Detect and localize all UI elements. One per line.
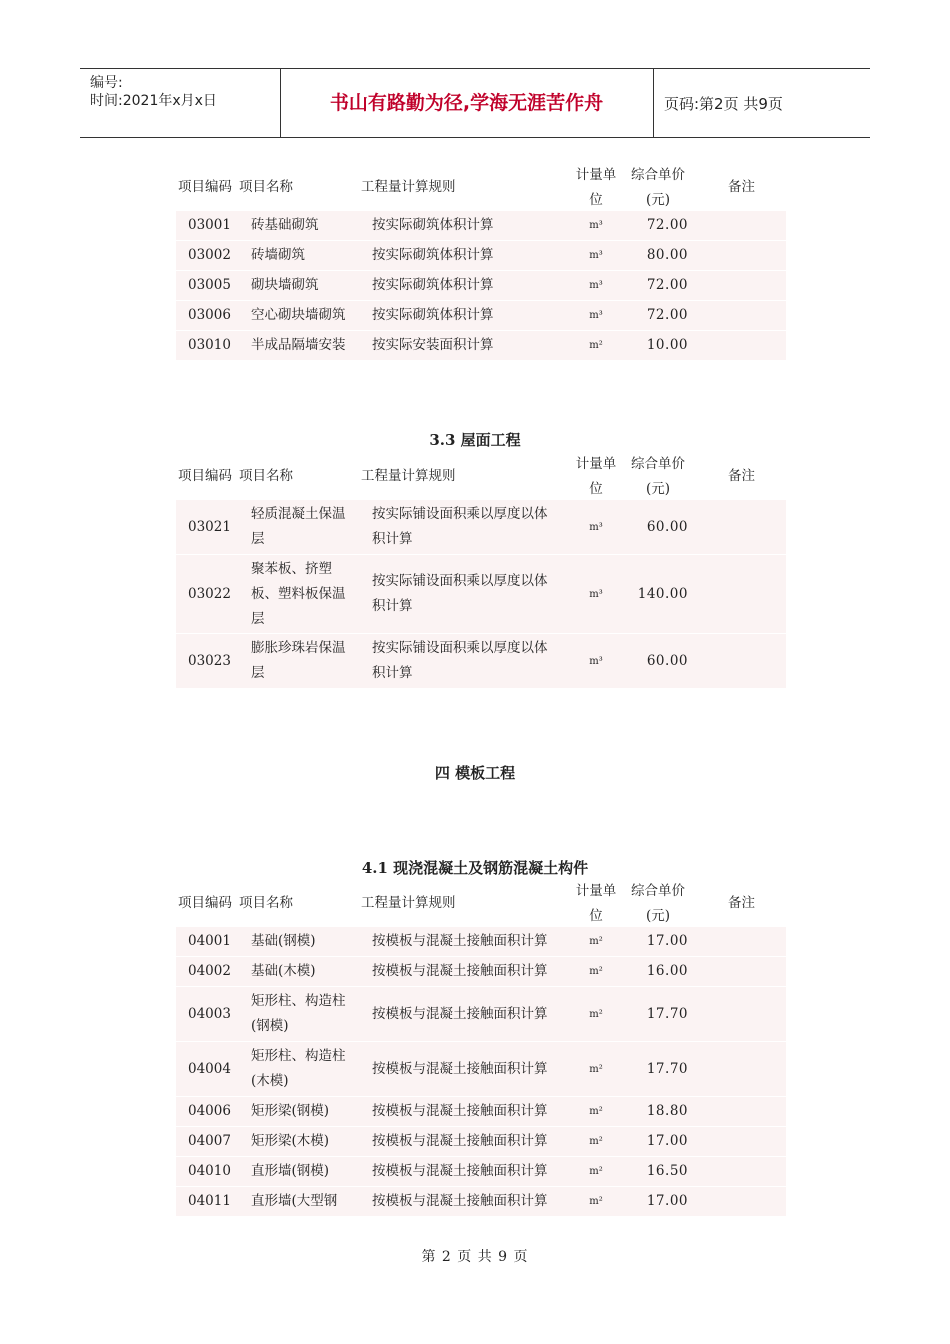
- col-remark: 备注: [728, 895, 755, 911]
- table-row: [176, 927, 786, 957]
- row-name: 直形墙(钢模): [251, 1163, 330, 1179]
- row-rule: 按模板与混凝土接触面积计算: [372, 1060, 548, 1077]
- motto: 书山有路勤为径,学海无涯苦作舟: [280, 69, 654, 137]
- table-row: [176, 301, 786, 331]
- row-name: 聚苯板、挤塑 板、塑料板保温 层: [251, 561, 346, 627]
- table-row: [176, 500, 786, 555]
- row-unit: m³: [589, 655, 603, 667]
- header-info: [80, 69, 281, 137]
- row-unit: m³: [589, 280, 603, 291]
- row-code: 03006: [188, 307, 231, 323]
- row-rule: 按实际铺设面积乘以厚度以体 积计算: [372, 573, 548, 614]
- row-unit: m²: [589, 1063, 603, 1075]
- row-name: 膨胀珍珠岩保温 层: [251, 640, 346, 681]
- table-row: [176, 987, 786, 1042]
- row-price: 17.70: [646, 1005, 688, 1022]
- row-code: 03001: [188, 217, 231, 233]
- row-rule: 按模板与混凝土接触面积计算: [372, 963, 548, 979]
- row-price: 60.00: [646, 518, 688, 535]
- row-code: 04001: [188, 933, 231, 949]
- row-code: 04011: [188, 1193, 231, 1209]
- col-price: 综合单价 (元): [631, 456, 685, 497]
- table-row: [176, 1187, 786, 1217]
- row-unit: m³: [589, 310, 603, 321]
- row-rule: 按实际铺设面积乘以厚度以体 积计算: [372, 506, 548, 547]
- row-name: 砖墙砌筑: [251, 247, 305, 263]
- col-unit: 计量单 位: [575, 883, 617, 924]
- row-name: 砖基础砌筑: [251, 217, 319, 233]
- row-code: 04007: [188, 1133, 231, 1149]
- row-unit: m²: [589, 1136, 603, 1147]
- masonry-table: [176, 163, 786, 361]
- table-row: [176, 241, 786, 271]
- row-unit: m²: [589, 936, 603, 947]
- row-code: 04004: [188, 1060, 231, 1077]
- row-price: 140.00: [637, 585, 688, 602]
- col-code: 项目编码: [178, 179, 232, 195]
- col-price: 综合单价 (元): [631, 167, 685, 208]
- row-rule: 按模板与混凝土接触面积计算: [372, 1193, 548, 1209]
- row-price: 80.00: [646, 247, 688, 263]
- table-header: [176, 452, 786, 500]
- row-name: 矩形梁(木模): [251, 1133, 330, 1149]
- col-unit: 计量单 位: [575, 167, 617, 208]
- row-name: 轻质混凝土保温 层: [251, 506, 346, 547]
- row-unit: m³: [589, 250, 603, 261]
- row-unit: m²: [589, 1106, 603, 1117]
- row-unit: m³: [589, 220, 603, 231]
- row-price: 60.00: [646, 652, 688, 669]
- row-code: 04002: [188, 963, 231, 979]
- row-code: 04006: [188, 1103, 231, 1119]
- section-title-formwork: 四 模板工程: [434, 764, 516, 782]
- row-code: 03010: [188, 337, 231, 353]
- table-row: [176, 1157, 786, 1187]
- col-rule: 工程量计算规则: [361, 468, 456, 484]
- section-title-cast-concrete: 4.1 现浇混凝土及钢筋混凝土构件: [361, 859, 589, 877]
- row-rule: 按实际安装面积计算: [372, 337, 494, 353]
- row-rule: 按模板与混凝土接触面积计算: [372, 1103, 548, 1119]
- row-name: 砌块墙砌筑: [251, 277, 319, 293]
- table-row: [176, 555, 786, 634]
- row-code: 03022: [188, 585, 231, 602]
- table-row: [176, 1042, 786, 1097]
- table-row: [176, 271, 786, 301]
- row-unit: m²: [589, 966, 603, 977]
- table-header: [176, 163, 786, 211]
- page-header: [80, 68, 870, 138]
- table-row: [176, 331, 786, 361]
- row-price: 17.00: [646, 933, 688, 949]
- col-name: 项目名称: [239, 179, 293, 195]
- row-unit: m²: [589, 1196, 603, 1207]
- row-name: 空心砌块墙砌筑: [251, 307, 346, 323]
- row-price: 72.00: [646, 217, 688, 233]
- row-rule: 按实际砌筑体积计算: [372, 247, 494, 263]
- row-rule: 按实际砌筑体积计算: [372, 217, 494, 233]
- section-title-roof: 3.3 屋面工程: [429, 431, 521, 449]
- row-rule: 按实际砌筑体积计算: [372, 277, 494, 293]
- row-unit: m²: [589, 1166, 603, 1177]
- row-unit: m³: [589, 588, 603, 600]
- row-price: 72.00: [646, 307, 688, 323]
- row-name: 基础(木模): [251, 963, 316, 979]
- row-code: 03002: [188, 247, 231, 263]
- col-remark: 备注: [728, 468, 755, 484]
- row-name: 基础(钢模): [251, 933, 316, 949]
- row-unit: m²: [589, 340, 603, 351]
- row-price: 16.50: [646, 1163, 688, 1179]
- row-rule: 按实际砌筑体积计算: [372, 307, 494, 323]
- row-price: 10.00: [646, 337, 688, 353]
- table-header: [176, 879, 786, 927]
- date-label: 时间:2021年x月x日: [90, 93, 217, 109]
- row-price: 16.00: [646, 963, 688, 979]
- row-unit: m³: [589, 521, 603, 533]
- row-price: 17.70: [646, 1060, 688, 1077]
- table-row: [176, 957, 786, 987]
- row-rule: 按模板与混凝土接触面积计算: [372, 1005, 548, 1022]
- page-indicator: 页码:第2页 共9页: [664, 95, 783, 113]
- row-name: 直形墙(大型钢: [251, 1193, 338, 1209]
- col-rule: 工程量计算规则: [361, 895, 456, 911]
- row-name: 矩形梁(钢模): [251, 1103, 330, 1119]
- col-price: 综合单价 (元): [631, 883, 685, 924]
- table-row: [176, 1127, 786, 1157]
- row-price: 17.00: [646, 1193, 688, 1209]
- table-row: [176, 211, 786, 241]
- col-code: 项目编码: [178, 468, 232, 484]
- row-name: 矩形柱、构造柱 (木模): [251, 1048, 346, 1089]
- row-price: 18.80: [646, 1103, 688, 1119]
- row-code: 04010: [188, 1163, 231, 1179]
- row-name: 矩形柱、构造柱 (钢模): [251, 993, 346, 1034]
- row-code: 03023: [188, 652, 231, 669]
- row-code: 03021: [188, 518, 231, 535]
- col-name: 项目名称: [239, 895, 293, 911]
- col-rule: 工程量计算规则: [361, 179, 456, 195]
- col-name: 项目名称: [239, 468, 293, 484]
- col-unit: 计量单 位: [575, 456, 617, 497]
- col-remark: 备注: [728, 179, 755, 195]
- table-row: [176, 634, 786, 689]
- page-footer: 第 2 页 共 9 页: [421, 1249, 529, 1265]
- row-rule: 按模板与混凝土接触面积计算: [372, 1133, 548, 1149]
- row-code: 04003: [188, 1005, 231, 1022]
- row-name: 半成品隔墙安装: [251, 337, 346, 353]
- roof-table: [176, 452, 786, 689]
- row-code: 03005: [188, 277, 231, 293]
- row-price: 72.00: [646, 277, 688, 293]
- table-row: [176, 1097, 786, 1127]
- row-price: 17.00: [646, 1133, 688, 1149]
- number-label: 编号:: [90, 75, 123, 91]
- col-code: 项目编码: [178, 895, 232, 911]
- formwork-table: [176, 879, 786, 1217]
- row-unit: m²: [589, 1008, 603, 1020]
- row-rule: 按实际铺设面积乘以厚度以体 积计算: [372, 640, 548, 681]
- row-rule: 按模板与混凝土接触面积计算: [372, 933, 548, 949]
- row-rule: 按模板与混凝土接触面积计算: [372, 1163, 548, 1179]
